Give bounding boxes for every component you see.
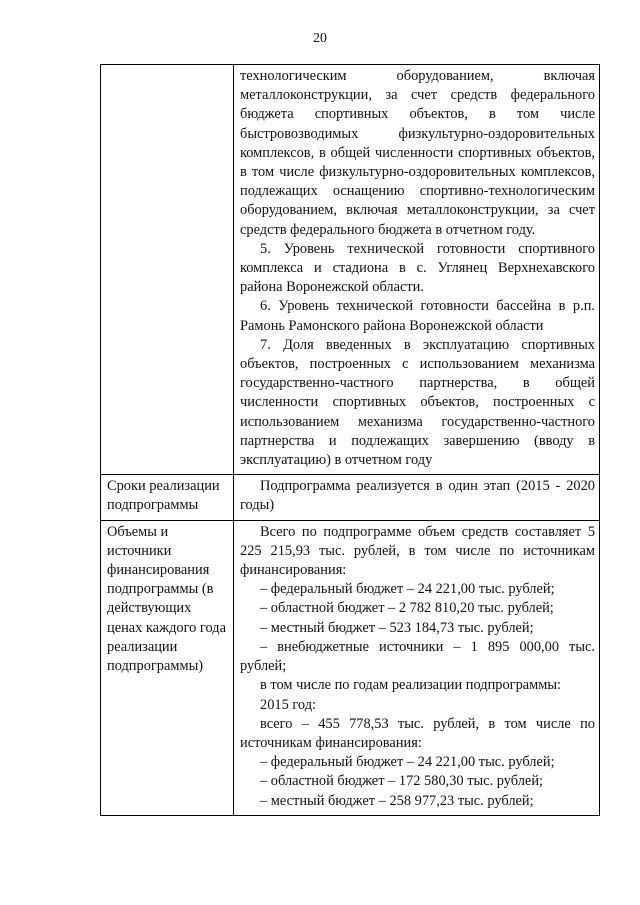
table-row xyxy=(101,475,600,520)
table-row xyxy=(101,520,600,815)
row-content xyxy=(234,65,600,475)
row-label: Сроки реализации подпрограммы xyxy=(101,475,234,520)
page-number: 20 xyxy=(313,31,327,46)
content-paragraph: всего – 455 778,53 тыс. рублей, в том числе по источникам финансирования: xyxy=(240,715,595,751)
funding-line: – федеральный бюджет – 24 221,00 тыс. рублей; xyxy=(260,754,555,771)
content-paragraph: 6. Уровень технической готовности бассейна в р.п. Рамонь Рамонского района Воронежской области xyxy=(240,298,595,334)
funding-line: – местный бюджет – 523 184,73 тыс. рублей; xyxy=(260,619,534,636)
subprogram-passport-table xyxy=(100,64,600,816)
table-row xyxy=(101,65,600,475)
content-paragraph: 7. Доля введенных в эксплуатацию спортивных объектов, построенных с использованием механизма государственно-частного партнерства, в общей численности спортивных объектов, построенных с использованием механизма государственно-частного партнерства и подлежащих завершению (вводу в эксплуатацию) в отчетном году xyxy=(240,336,595,469)
funding-line: – федеральный бюджет – 24 221,00 тыс. рублей; xyxy=(260,581,555,598)
content-paragraph: 5. Уровень технической готовности спортивного комплекса и стадиона в с. Углянец Верхнехавского района Воронежской области. xyxy=(240,240,595,296)
content-paragraph: Всего по подпрограмме объем средств составляет 5 225 215,93 тыс. рублей, в том числе по источникам финансирования: xyxy=(240,523,595,579)
funding-line: – внебюджетные источники – 1 895 000,00 тыс. рублей; xyxy=(240,638,595,675)
funding-line: – областной бюджет – 2 782 810,20 тыс. рублей; xyxy=(260,600,554,617)
row-content xyxy=(234,475,600,520)
row-label xyxy=(101,65,234,475)
content-paragraph: Подпрограмма реализуется в один этап (2015 - 2020 годы) xyxy=(240,478,595,514)
year-heading: 2015 год: xyxy=(260,696,317,713)
funding-line: – областной бюджет – 172 580,30 тыс. рублей; xyxy=(260,773,544,790)
row-label: Объемы и источники финансирования подпрограммы (в действующих ценах каждого года реализации подпрограммы) xyxy=(101,520,234,815)
row-content xyxy=(234,520,600,815)
content-paragraph: технологическим оборудованием, включая металлоконструкции, за счет средств федерального бюджета спортивных объектов, в том числе быстровозводимых физкультурно-оздоровительных комплексов, в общей численности спортивных объектов, в том числе физкультурно-оздоровительных комплексов, подлежащих оснащению спортивно-технологическим оборудованием, включая металлоконструкции, за счет средств федерального бюджета в отчетном году. xyxy=(240,68,595,238)
funding-line: – местный бюджет – 258 977,23 тыс. рублей; xyxy=(260,792,534,809)
content-paragraph: в том числе по годам реализации подпрограммы: xyxy=(260,677,562,694)
